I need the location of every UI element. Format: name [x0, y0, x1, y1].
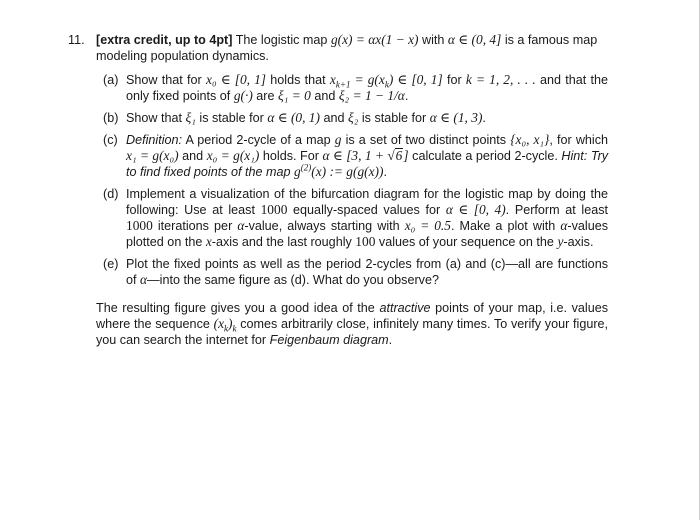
part-text: calculate a period 2-cycle.	[412, 149, 558, 163]
part-text: is stable for	[199, 111, 264, 125]
closing-text: points of your map, i.e. values where the sequence	[96, 301, 609, 331]
part-text: —into the same figure as (d). What do you observe?	[147, 273, 439, 287]
part-math: x	[205, 234, 212, 249]
problem-11	[68, 32, 608, 348]
part-d	[103, 186, 608, 250]
part-text: -values plotted on the	[126, 219, 609, 249]
hint-text: Hint: Try to find fixed points of the map	[126, 149, 609, 179]
parts-list	[103, 72, 608, 288]
part-math: g	[334, 132, 342, 147]
part-math: k = 1, 2, . . .	[465, 72, 536, 87]
part-text: . Perform at least	[505, 203, 609, 217]
closing-emphasis: attractive	[379, 301, 431, 315]
part-text: .	[383, 165, 387, 179]
part-math: α ∈ [3, 1 + √6]	[322, 148, 409, 163]
closing-emphasis: Feigenbaum diagram	[269, 333, 389, 347]
closing-text: comes arbitrarily close, infinitely many times. To verify your figure, you can search the internet for	[96, 317, 609, 347]
part-math: ξ₂	[347, 110, 359, 125]
problem-number: 11.	[68, 33, 85, 47]
definition-label: Definition:	[126, 133, 183, 147]
part-text: Show that for	[126, 73, 202, 87]
part-text: .	[482, 111, 486, 125]
part-text: Show that	[126, 111, 183, 125]
part-math: α	[237, 218, 245, 233]
intro-text: with	[422, 33, 445, 47]
intro-text: The logistic map	[235, 33, 328, 47]
part-text: holds. For	[262, 149, 319, 163]
part-text: and	[314, 89, 336, 103]
part-label: (c)	[103, 133, 118, 147]
part-math: g(·)	[233, 88, 253, 103]
intro-math-domain: α ∈ (0, 4]	[447, 32, 502, 47]
closing-text: .	[388, 333, 393, 347]
part-math: x₀ = g(x₁)	[206, 148, 260, 163]
closing-math: $(x_k)_k$	[213, 316, 237, 334]
closing-text: The resulting figure gives you a good idea of the	[96, 301, 375, 315]
part-math: x₀ ∈ [0, 1]	[206, 72, 267, 87]
part-text: -value, always starting with	[244, 219, 400, 233]
part-math: α ∈ (0, 1)	[267, 110, 320, 125]
part-math: 1000	[126, 218, 153, 233]
part-a	[103, 72, 608, 104]
part-math: 1000	[260, 202, 288, 217]
part-label: (a)	[103, 73, 119, 87]
part-math: α ∈ [0, 4)	[445, 202, 506, 217]
part-text: holds that	[270, 73, 326, 87]
part-math: ξ₂ = 1 − 1/α	[338, 88, 405, 103]
closing-paragraph	[96, 300, 608, 348]
part-text: are	[256, 89, 275, 103]
part-math: α	[560, 218, 568, 233]
part-label: (b)	[103, 111, 119, 125]
part-math: 100	[355, 234, 376, 249]
part-math: $g^{(2)}(x)$ := g(g(x))	[294, 162, 384, 179]
part-math: $x_{k+1} = g(x_k)$ ∈ [0, 1]	[329, 72, 443, 90]
part-math: ξ₁	[185, 110, 196, 125]
part-text: and	[182, 149, 204, 163]
part-text: is a set of two distinct points	[345, 133, 507, 147]
part-text: is stable for	[361, 111, 427, 125]
problem-title: [extra credit, up to 4pt]	[96, 33, 233, 47]
part-text: for	[446, 73, 462, 87]
part-math: α ∈ (1, 3)	[429, 110, 483, 125]
part-text: . Make a plot with	[450, 219, 556, 233]
part-e	[103, 256, 608, 288]
part-text: .	[404, 89, 409, 103]
part-text: equally-spaced values for	[293, 203, 441, 217]
part-text: A period 2-cycle of a map	[185, 133, 331, 147]
problem-statement	[96, 32, 608, 64]
intro-text: is a famous map modeling population dynamics.	[96, 33, 598, 63]
part-text: and that the only fixed points of	[126, 73, 608, 103]
part-c	[103, 132, 608, 180]
part-label: (d)	[103, 187, 119, 201]
part-text: and	[323, 111, 345, 125]
part-text: -axis.	[563, 235, 594, 249]
part-text: , for which	[549, 133, 609, 147]
part-text: Implement a visualization of the bifurcation diagram for the logistic map by doing the following: Use at least	[126, 187, 608, 217]
part-b	[103, 110, 608, 126]
part-text: iterations per	[157, 219, 233, 233]
part-text: values of your sequence on the	[378, 235, 554, 249]
part-math: α	[140, 272, 148, 287]
part-text: Plot the fixed points as well as the period 2-cycles from (a) and (c)—all are functions of	[126, 257, 608, 287]
part-text: -axis and the last roughly	[211, 235, 352, 249]
part-math: y	[557, 234, 564, 249]
intro-math-map: g(x) = αx(1 − x)	[330, 32, 419, 47]
part-math: x₁ = g(x₀)	[126, 148, 179, 163]
part-label: (e)	[103, 257, 119, 271]
part-math: {x₀, x₁}	[510, 132, 550, 147]
part-math: ξ₁ = 0	[277, 88, 311, 103]
part-math: x₀ = 0.5	[404, 218, 451, 233]
